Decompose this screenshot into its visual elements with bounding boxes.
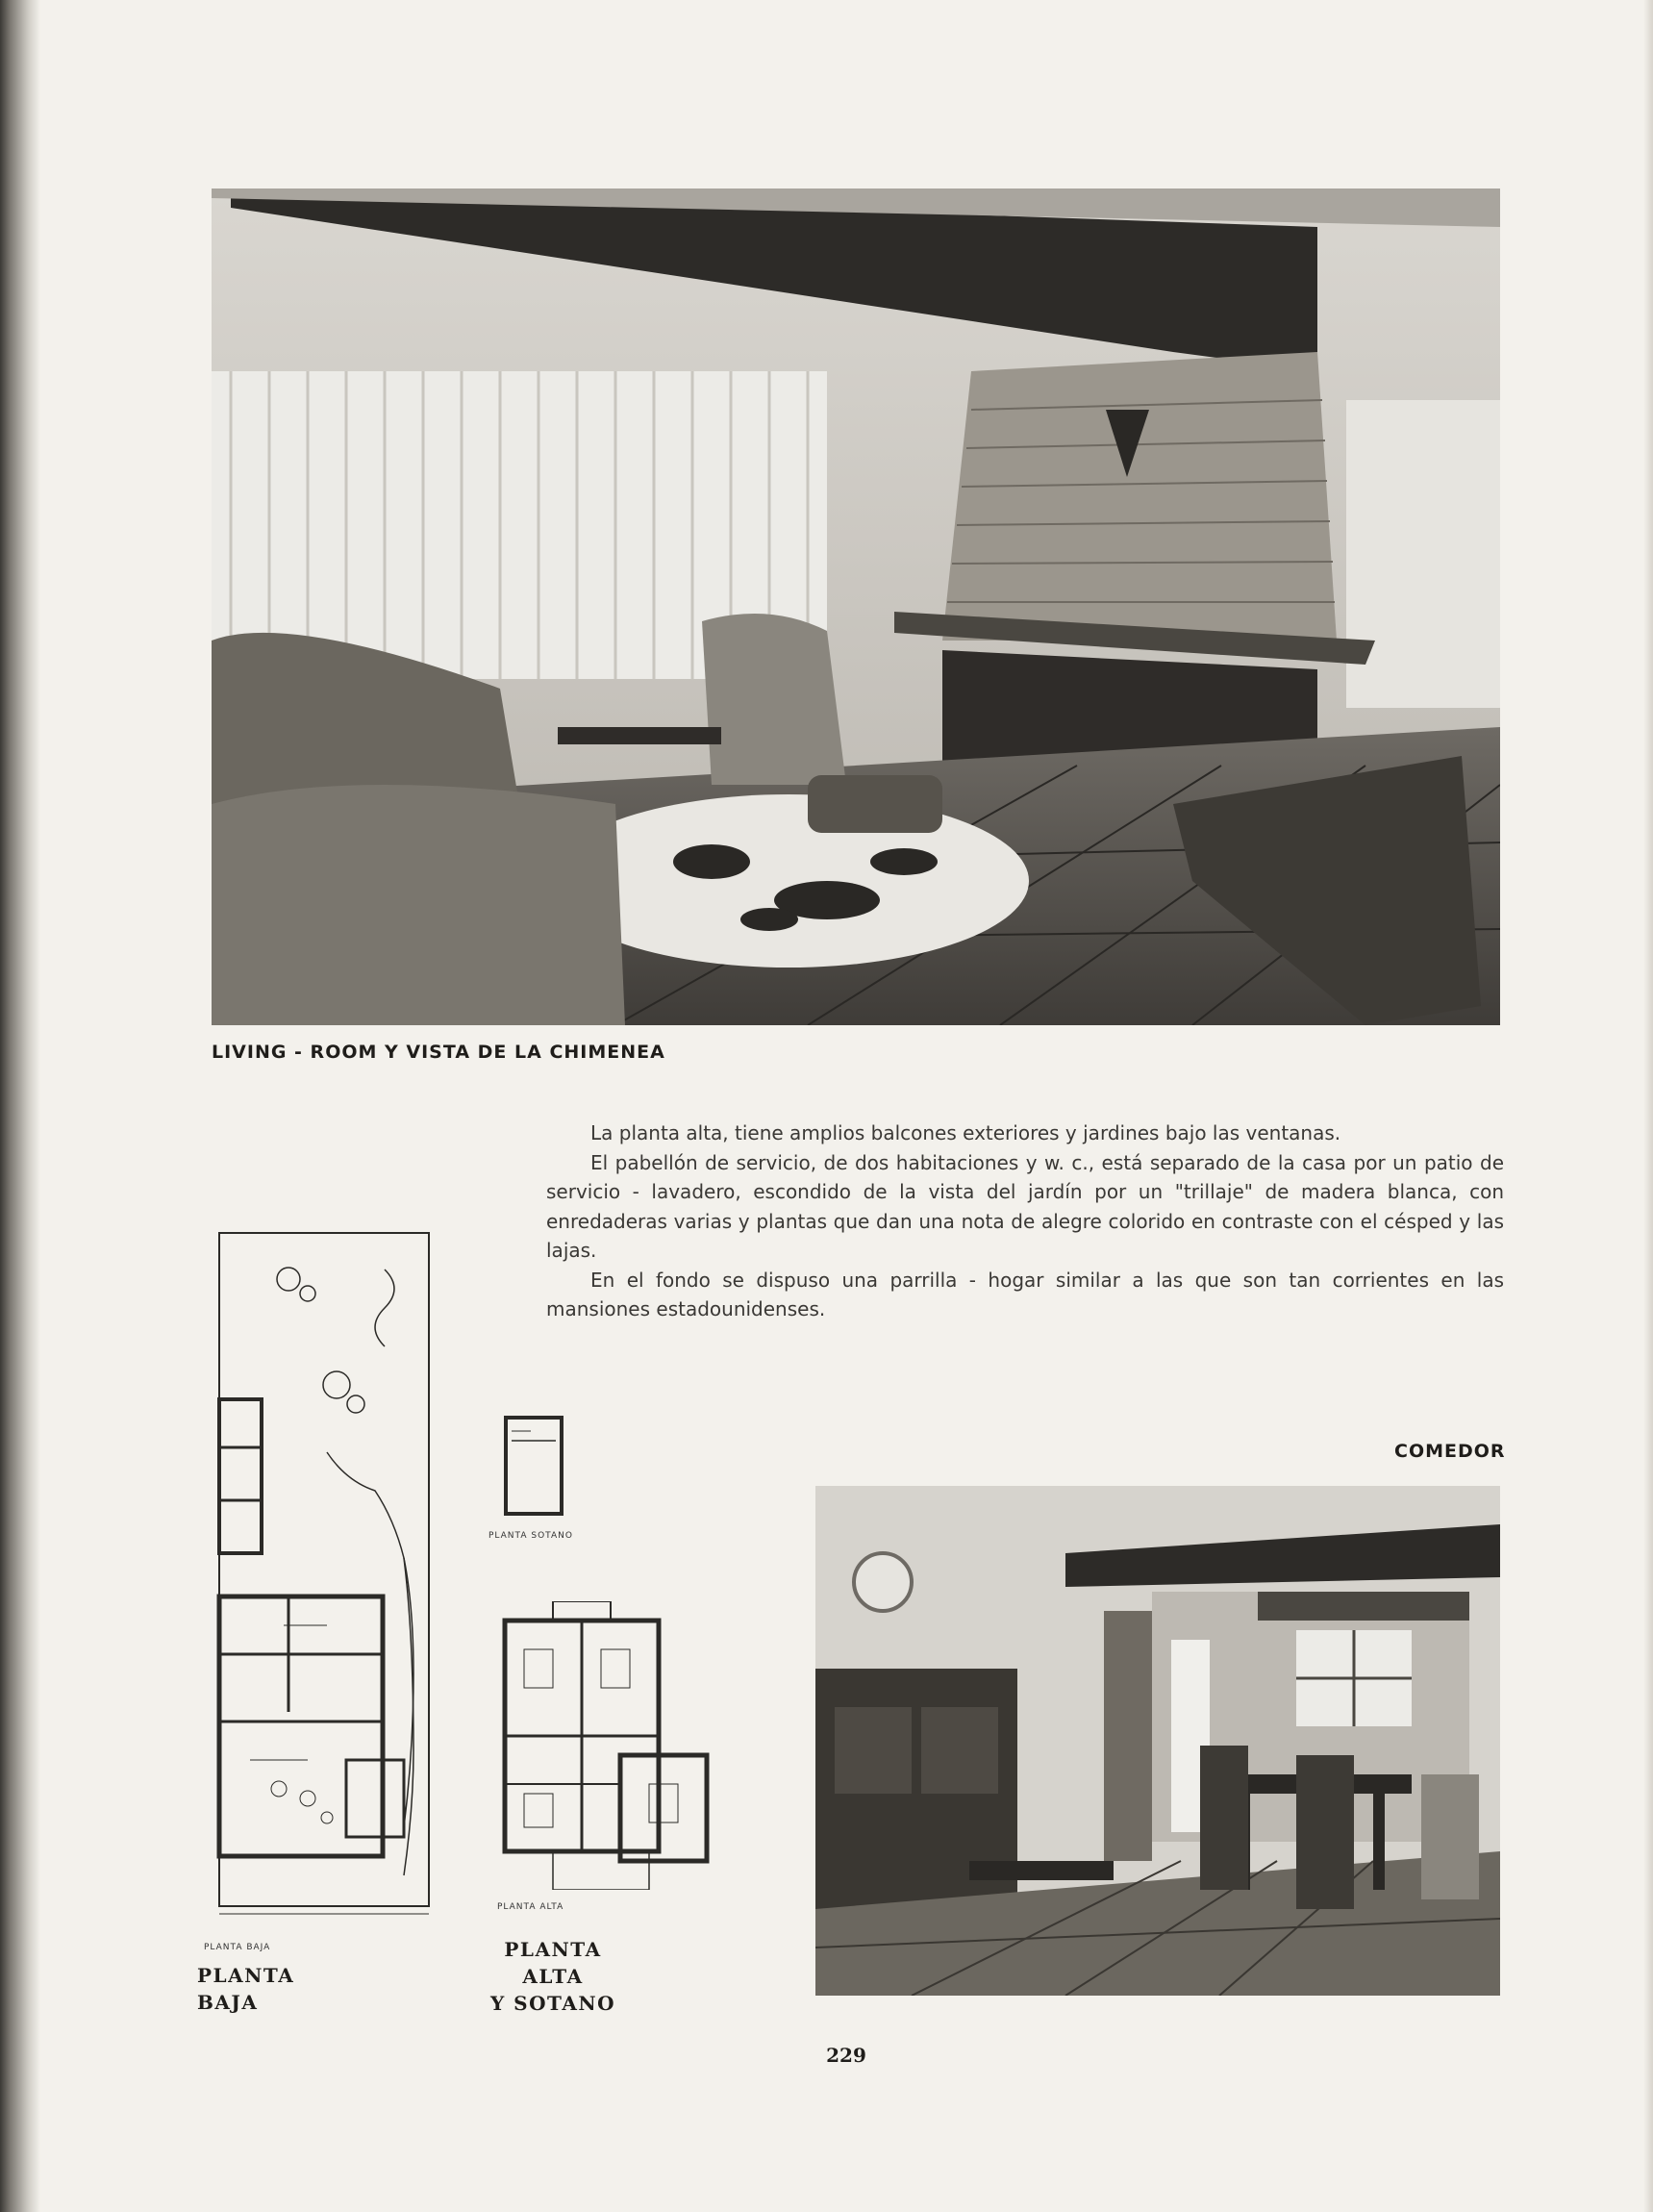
planta-baja-plan — [192, 1221, 442, 1933]
comedor-photo — [815, 1486, 1500, 1996]
planta-alta-title-line2: Y SOTANO — [489, 1992, 616, 2015]
planta-sotano-sublabel: PLANTA SOTANO — [488, 1531, 573, 1541]
planta-alta-sublabel: PLANTA ALTA — [497, 1902, 564, 1912]
book-spine-shadow — [0, 0, 40, 2212]
page-number: 229 — [826, 2044, 866, 2067]
page-edge — [1643, 0, 1653, 2212]
paragraph-2: El pabellón de servicio, de dos habitaciones y w. c., está separado de la casa por un patio de servicio - lavadero, escondido de la vista del jardín por un "trillaje" de madera blanca, con enredaderas varias y plantas que dan una nota de alegre colorido en contraste con el césped y las lajas. — [546, 1150, 1504, 1262]
paragraph-1: La planta alta, tiene amplios balcones exteriores y jardines bajo las ventanas. — [590, 1121, 1341, 1144]
body-text — [546, 1119, 1504, 1324]
planta-alta-title-line1: PLANTA ALTA — [504, 1938, 602, 1988]
planta-alta-plan — [495, 1601, 716, 1890]
living-room-photo — [212, 189, 1500, 1025]
planta-baja-title: PLANTA BAJA — [197, 1964, 295, 2014]
comedor-caption: COMEDOR — [1394, 1441, 1506, 1462]
paragraph-3: En el fondo se dispuso una parrilla - hogar similar a las que son tan corrientes en las mansiones estadounidenses. — [546, 1268, 1504, 1320]
planta-baja-sublabel: PLANTA BAJA — [204, 1943, 271, 1952]
planta-alta-sotano-title — [481, 1936, 625, 2017]
living-room-caption: LIVING - ROOM Y VISTA DE LA CHIMENEA — [212, 1042, 665, 1063]
planta-sotano-plan — [502, 1414, 567, 1520]
